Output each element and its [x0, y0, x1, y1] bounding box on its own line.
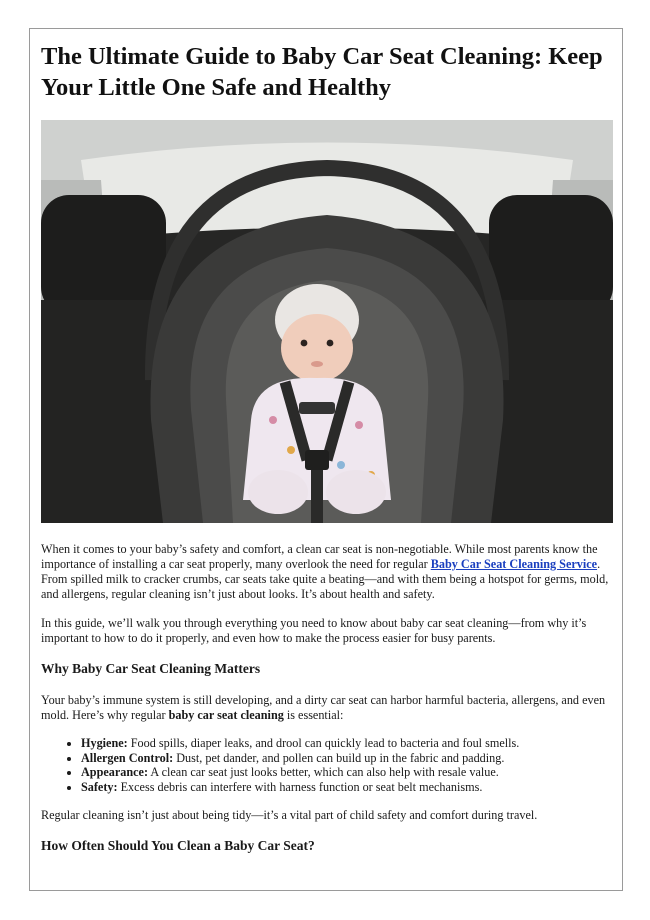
- section-heading-why-cleaning-matters: Why Baby Car Seat Cleaning Matters: [41, 661, 261, 676]
- list-text: A clean car seat just looks better, which can also help with resale value.: [148, 765, 499, 779]
- list-term: Appearance:: [81, 765, 149, 779]
- list-text: Excess debris can interfere with harness function or seat belt mechanisms.: [117, 779, 483, 794]
- list-text: Food spills, diaper leaks, and drool can quickly lead to bacteria and foul smells.: [127, 736, 520, 750]
- baby-car-seat-illustration: [41, 120, 613, 523]
- article-title: The Ultimate Guide to Baby Car Seat Cleaning: Keep Your Little One Safe and Healthy: [41, 43, 603, 101]
- section1-lead-paragraph: [41, 693, 613, 723]
- baby-car-seat-cleaning-service-link[interactable]: Baby Car Seat Cleaning Service: [430, 557, 598, 571]
- list-term: Allergen Control:: [81, 750, 174, 765]
- section-heading-how-often: How Often Should You Clean a Baby Car Seat?: [41, 838, 315, 853]
- guide-paragraph: In this guide, we’ll walk you through everything you need to know about baby car seat cleaning—from why it’s important to how to do it properly, and even how to make the process easier for busy parents.: [41, 616, 587, 645]
- article-body: [41, 41, 613, 854]
- list-item-safety: [81, 780, 613, 795]
- lead-bold-term: baby car seat cleaning: [168, 708, 284, 722]
- list-text: Dust, pet dander, and pollen can build up in the fabric and padding.: [173, 750, 505, 765]
- list-item-appearance: [81, 765, 613, 780]
- lead-text-end: is essential:: [283, 708, 344, 722]
- list-item-hygiene: [81, 736, 613, 751]
- reasons-list: [41, 736, 613, 794]
- intro-paragraph: [41, 542, 613, 602]
- list-term: Hygiene:: [81, 736, 128, 750]
- intro-text-end: . From spilled milk to cracker crumbs, car seats take quite a beating—and with them being a hotspot for germs, mold, and allergens, regular cleaning isn’t just about looks. It’s about health and safety.: [41, 557, 609, 601]
- list-term: Safety:: [81, 779, 118, 794]
- closing-paragraph: Regular cleaning isn’t just about being tidy—it’s a vital part of child safety and comfort during travel.: [41, 808, 538, 822]
- intro-text-start: When it comes to your baby’s safety and comfort, a clean car seat is non-negotiable. While most parents know the importance of installing a car seat properly, many overlook the need for regular: [41, 542, 598, 571]
- list-item-allergen-control: [81, 751, 613, 766]
- hero-image-baby-in-car-seat: [41, 120, 613, 523]
- lead-text-start: Your baby’s immune system is still developing, and a dirty car seat can harbor harmful bacteria, allergens, and even mold. Here’s why regular: [41, 693, 606, 722]
